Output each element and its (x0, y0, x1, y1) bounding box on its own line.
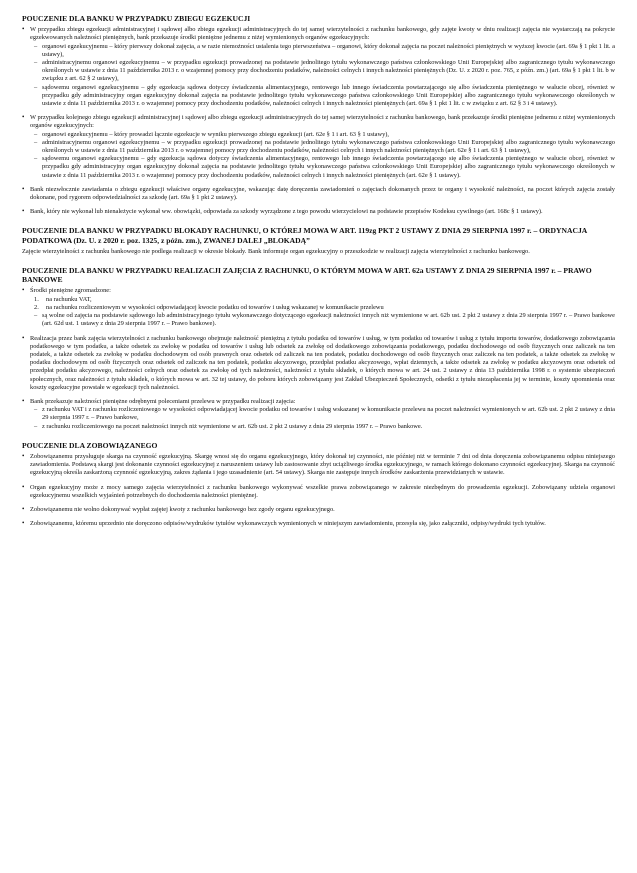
section-heading-banking-law-seizure: POUCZENIE DLA BANKU W PRZYPADKU REALIZACJI ZAJĘCIA Z RACHUNKU, O KTÓRYM MOWA W ART. 62a USTAWY Z DNIA 29 SIERPNIA 1997 r. – PRAWO BANKOWE (22, 266, 592, 285)
paragraph: Bank przekazuje należności pieniężne odrębnymi poleceniami przelewu w przypadku realizacji zajęcia: (30, 397, 296, 405)
sub-list-item (30, 59, 615, 84)
list-item-content (30, 114, 615, 180)
numbered-item-text: na rachunku rozliczeniowym w wysokości odpowiadającej kwocie podatku od towarów i usług wskazanej w komunikacie przelewu (46, 303, 384, 311)
sub-list-text: sądowemu organowi egzekucyjnemu – gdy egzekucja sądowa dotyczy świadczenia alimentacyjnego, rentowego lub innego świadczenia powtarzającego się albo świadczenia pieniężnego w walucie obcej, również w przypadku gdy administracyjny organ egzekucyjny dokonał zajęcia na podstawie jednolitego tytułu wykonawczego państwa członkowskiego Unii Europejskiej albo zagranicznego tytułu wykonawczego określonych w ustawie z dnia 11 października 2013 r. o wzajemnej pomocy przy dochodzeniu podatków, należności celnych i innych należności pieniężnych (art. 69a § 1 pkt 1 lit. c w związku z art. 62 § 3 i 4 ustawy). (42, 83, 615, 108)
list-item-text: Zobowiązanemu przysługuje skarga na czynność egzekucyjną. Skargę wnosi się do organu egzekucyjnego, który dokonał tej czynności, nie później niż w terminie 7 dni od dnia doręczenia zobowiązanemu odpisu niniejszego zawiadomienia. Podstawą skargi jest dokonanie czynności egzekucyjnej z naruszeniem ustawy lub zastosowanie zbyt uciążliwego środka egzekucyjnego, w ramach którego dokonano czynności egzekucyjnej. Skarga na czynność egzekucyjną określa zaskarżoną czynność egzekucyjną, zakres żądania i jego uzasadnienie (art. 54 ustawy). Skarga nie zastępuje innych środków zaskarżenia przewidzianych w ustawie. (30, 452, 615, 477)
dash-icon: – (34, 312, 38, 320)
bullet-icon: • (22, 208, 25, 216)
list-item-text: Bank, który nie wykonał lub nienależycie wykonał ww. obowiązki, odpowiada za szkody wyrządzone z tego powodu wierzycielowi na podstawie przepisów Kodeksu cywilnego (art. 168c § 1 ustawy). (30, 208, 543, 216)
list-item (22, 208, 615, 216)
paragraph: W przypadku zbiegu egzekucji administracyjnej i sądowej albo zbiegu egzekucji administracyjnych do tej samej wierzytelności z rachunku bankowego, gdy zajęte kwoty w dniu realizacji zajęcia nie wystarczają na pokrycie egzekwowanych należności pieniężnych, bank przekazuje środki pieniężne jednemu z niżej wymienionych organów egzekucyjnych: (30, 26, 615, 42)
sub-list-text: organowi egzekucyjnemu – który pierwszy dokonał zajęcia, a w razie niemożności ustalenia tego pierwszeństwa – organowi, który dokonał zajęcia na poczet należności pieniężnych w wyższej kwocie (art. 69a § 1 pkt 1 lit. a ustawy), (42, 42, 615, 58)
dash-icon: – (34, 406, 38, 414)
numbered-item (30, 296, 615, 304)
dash-icon: – (34, 42, 38, 50)
paragraph: Środki pieniężne zgromadzone: (30, 287, 111, 295)
list-item (22, 506, 615, 514)
section-heading-obligor-instructions: POUCZENIE DLA ZOBOWIĄZANEGO (22, 440, 158, 450)
paragraph: W przypadku kolejnego zbiegu egzekucji administracyjnej i sądowej albo zbiegu egzekucji administracyjnych do tej samej wierzytelności z rachunku bankowego, bank przekazuje środki pieniężne jednemu z niżej wymienionych organów egzekucyjnych: (30, 114, 615, 130)
dash-icon: – (34, 59, 38, 67)
list-item-text: Bank niezwłocznie zawiadamia o zbiegu egzekucji właściwe organy egzekucyjne, wskazując datę doręczenia zawiadomień o zajęciach dokonanych przez te organy i wysokość należności, na poczet których zajęcia zostały dokonane, pod rygorem odpowiedzialności za szkodę (art. 69a § 1 pkt 2 ustawy). (30, 185, 615, 202)
bullet-icon: • (22, 287, 25, 295)
sub-list-item (30, 139, 615, 155)
numbered-item-text: na rachunku VAT, (46, 295, 92, 303)
sub-list-text: są wolne od zajęcia na podstawie sądowego lub administracyjnego tytułu wykonawczego dotyczącego egzekucji należności innych niż wymienione w art. 62b ust. 2 pkt 2 ustawy z dnia 29 sierpnia 1997 r. – Prawo bankowe (art. 62d ust. 1 ustawy z dnia 29 sierpnia 1997 r. – Prawo bankowe). (42, 312, 615, 328)
bullet-icon: • (22, 397, 25, 405)
dash-icon: – (34, 138, 38, 146)
list-item-content (30, 26, 615, 108)
list-item-text: Zobowiązanemu, któremu uprzednio nie doręczono odpisów/wydruków tytułów wykonawczych wymienionych w niniejszym zawiadomieniu, przesyła się, jako załączniki, odpisy/wydruki tych tytułów. (30, 520, 546, 528)
sub-list-item (30, 406, 615, 422)
bullet-icon: • (22, 334, 25, 342)
sub-list-text: sądowemu organowi egzekucyjnemu – gdy egzekucja sądowa dotyczy świadczenia alimentacyjnego, rentowego lub innego świadczenia powtarzającego się albo świadczenia pieniężnego w walucie obcej, również w przypadku gdy administracyjny organ egzekucyjny dokonał zajęcia na podstawie jednolitego tytułu wykonawczego państwa członkowskiego Unii Europejskiej albo zagranicznego tytułu wykonawczego określonych w ustawie z dnia 11 października 2013 r. o wzajemnej pomocy przy dochodzeniu podatków, należności celnych i innych należności pieniężnych (art. 62e § 1 ustawy). (42, 155, 615, 179)
sub-list-text: administracyjnemu organowi egzekucyjnemu – w przypadku egzekucji prowadzonej na podstawie jednolitego tytułu wykonawczego państwa członkowskiego Unii Europejskiej albo zagranicznego tytułu wykonawczego określonych w ustawie z dnia 11 października 2013 r. o wzajemnej pomocy przy dochodzeniu podatków, należności celnych i innych należności pieniężnych (Dz. U. z 2020 r. poz. 765, z późn. zm.) (art. 69a § 1 pkt 1 lit. b w związku z art. 62 § 2 ustawy), (42, 59, 615, 83)
list-item-content (30, 398, 615, 431)
list-item (22, 335, 615, 392)
numbered-item (30, 304, 615, 312)
dash-icon: – (34, 155, 38, 163)
sub-list-item (30, 423, 615, 431)
number-label: 1. (34, 295, 39, 303)
list-item (22, 186, 615, 202)
number-label: 2. (34, 303, 39, 311)
sub-list-text: z rachunku rozliczeniowego na poczet należności innych niż wymienione w art. 62b ust. 2 pkt 2 ustawy z dnia 29 sierpnia 1997 r. – Prawo bankowe. (42, 422, 423, 430)
bullet-icon: • (22, 505, 25, 513)
list-item-text: Zobowiązanemu nie wolno dokonywać wypłat zajętej kwoty z rachunku bankowego bez zgody organu egzekucyjnego. (30, 505, 335, 513)
list-item (22, 484, 615, 500)
sub-list-item (30, 312, 615, 328)
section-heading-bank-enforcement-concurrence: POUCZENIE DLA BANKU W PRZYPADKU ZBIEGU EGZEKUCJI (22, 14, 251, 23)
dash-icon: – (34, 422, 38, 430)
sub-list-item (30, 131, 615, 139)
list-item (22, 398, 615, 431)
list-item (22, 114, 615, 180)
list-item (22, 287, 615, 328)
list-item (22, 26, 615, 108)
dash-icon: – (34, 83, 38, 91)
sub-list-item (30, 155, 615, 180)
list-item-text: Realizacja przez bank zajęcia wierzytelności z rachunku bankowego obejmuje należność pieniężną z tytułu podatku od towarów i usług, w tym podatku od towarów i usług z tytułu importu towarów, dodatkowego zobowiązania podatkowego w tym podatku, a także odsetek za zwłokę w podatku od towarów i usług lub odsetek za zwłokę od dodatkowego zobowiązania podatkowego, podatku dochodowego od osób fizycznych oraz zaliczek na ten podatek, a także odsetek za zwłokę w podatku dochodowym od osób prawnych oraz odsetek od zaliczek na ten podatek, podatku dochodowego od osób fizycznych oraz zaliczek na ten podatek, a także odsetek za zwłokę w podatku dochodowym od osób fizycznych oraz odsetek od zaliczek na ten podatek, podatku akcyzowego, przedpłat podatku akcyzowego, wpłat dziennych, a także odsetek za zwłokę w podatku akcyzowym oraz odsetek od przedpłat podatku akcyzowego, należności celnych oraz odsetek za zwłokę od tych należności, należności z tytułu składek, o których mowa w art. 24 ust. 2 ustawy z dnia 13 października 1998 r. o systemie ubezpieczeń społecznych, oraz należności z tytułu składek, o których mowa w art. 32 tej ustawy, do poboru których zobowiązany jest Zakład Ubezpieczeń Społecznych, odsetki z tytułu niezapłacenia jej w terminie, koszty upomnienia oraz koszty egzekucyjne powstałe w egzekucji tych należności. (30, 334, 615, 391)
sub-list-text: administracyjnemu organowi egzekucyjnemu – w przypadku egzekucji prowadzonej na podstawie jednolitego tytułu wykonawczego państwa członkowskiego Unii Europejskiej albo zagranicznego tytułu wykonawczego określonych w ustawie z dnia 11 października 2013 r. o wzajemnej pomocy przy dochodzeniu podatków, należności celnych i innych należności pieniężnych (art. 62e § 1 i art. 63 § 1 ustawy), (42, 138, 615, 155)
bullet-icon: • (22, 26, 25, 34)
bullet-icon: • (22, 452, 25, 460)
bullet-icon: • (22, 114, 25, 122)
bullet-icon: • (22, 520, 25, 528)
dash-icon: – (34, 130, 38, 138)
sub-list-text: organowi egzekucyjnemu – który prowadzi łącznie egzekucje w wyniku pierwszego zbiegu egzekucji (art. 62e § 1 i art. 63 § 1 ustawy), (42, 130, 389, 138)
paragraph: Zajęcie wierzytelności z rachunku bankowego nie podlega realizacji w okresie blokady. Bank informuje organ egzekucyjny o przeszkodzie w realizacji zajęcia wierzytelności z rachunku bankowego. (22, 247, 530, 255)
bullet-icon: • (22, 185, 25, 193)
list-item-text: Organ egzekucyjny może z mocy samego zajęcia wierzytelności z rachunku bankowego wykonywać wszelkie prawa zobowiązanego w zakresie niezbędnym do prowadzenia egzekucji. Zobowiązany udziela organowi egzekucyjnemu wszelkich wyjaśnień potrzebnych do dochodzenia należności pieniężnej. (30, 483, 615, 499)
list-item-content (30, 287, 615, 328)
list-item (22, 520, 615, 528)
sub-list-text: z rachunku VAT i z rachunku rozliczeniowego w wysokości odpowiadającej kwocie podatku od towarów i usług wskazanej w komunikacie przelewu na poczet należności wymienionych w art. 62b ust. 2 pkt 2 ustawy z dnia 29 sierpnia 1997 r. – Prawo bankowe, (42, 406, 615, 422)
list-item (22, 453, 615, 478)
bullet-icon: • (22, 483, 25, 491)
section-heading-account-blockade: POUCZENIE DLA BANKU W PRZYPADKU BLOKADY RACHUNKU, O KTÓREJ MOWA W ART. 119zg PKT 2 USTAWY Z DNIA 29 SIERPNIA 1997 r. – ORDYNACJA PODATKOWA (Dz. U. z 2020 r. poz. 1325, z późn. zm.), ZWANEJ DALEJ „BLOKADĄ” (22, 226, 587, 245)
sub-list-item (30, 43, 615, 59)
sub-list-item (30, 84, 615, 109)
